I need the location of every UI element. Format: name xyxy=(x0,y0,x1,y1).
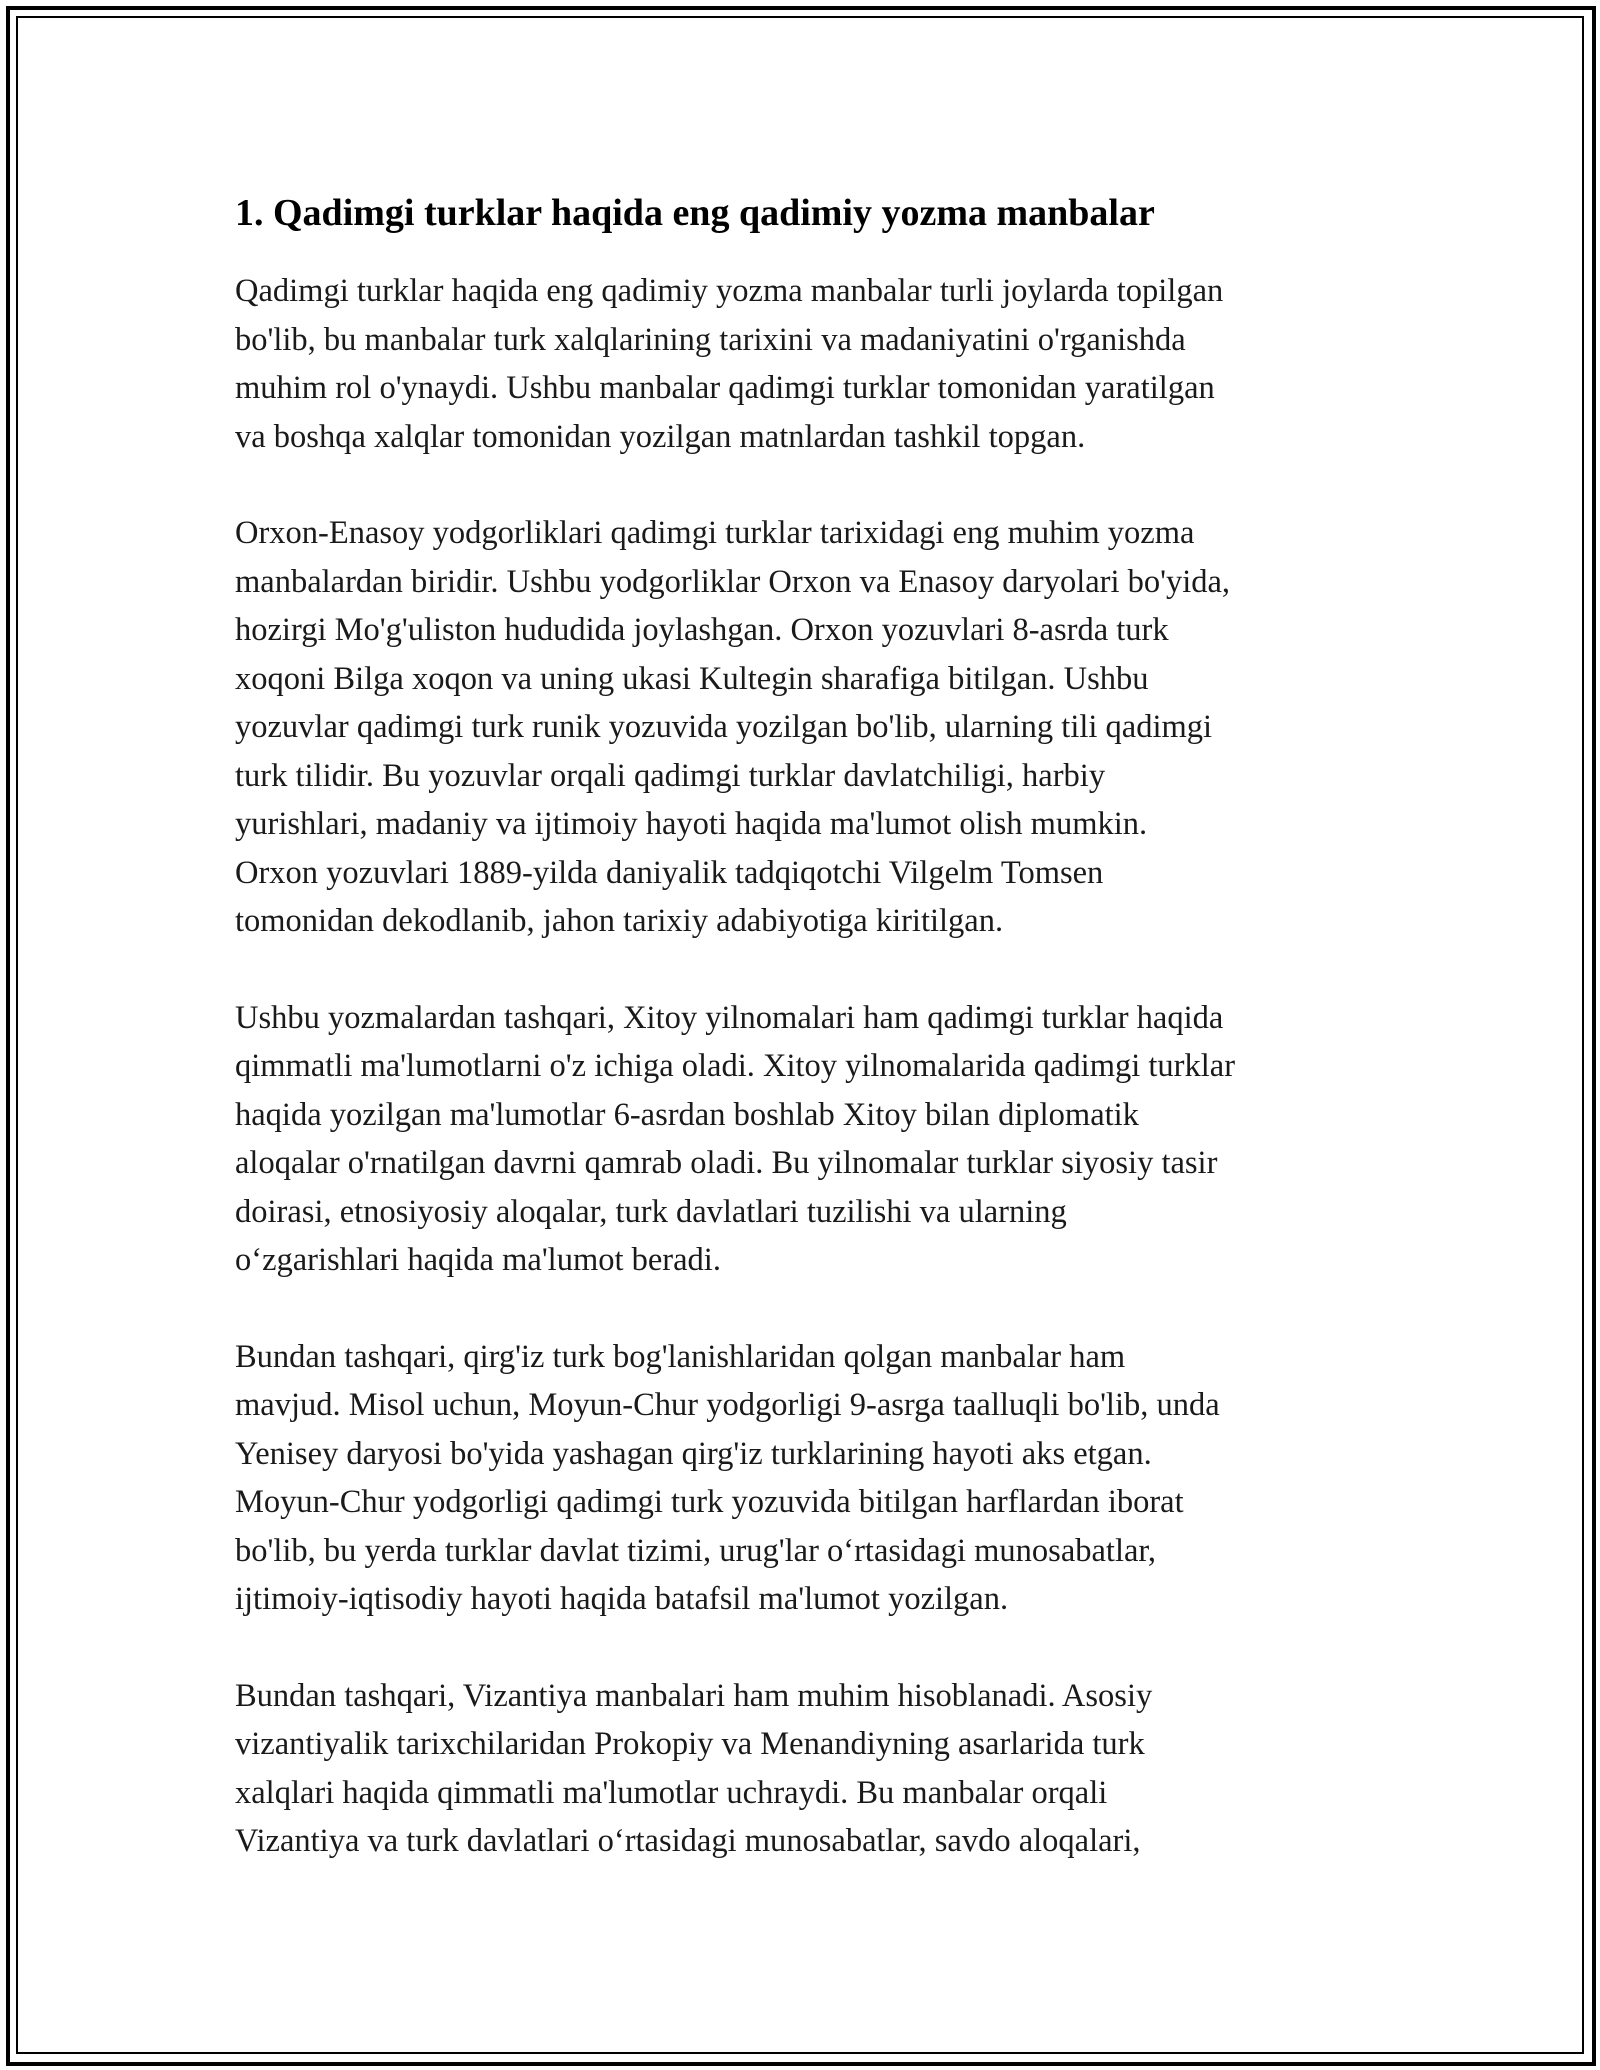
text-line: Moyun-Chur yodgorligi qadimgi turk yozuvida bitilgan harflardan iborat xyxy=(235,1484,1184,1520)
text-line: tomonidan dekodlanib, jahon tarixiy adabiyotiga kiritilgan. xyxy=(235,903,1004,939)
text-line: va boshqa xalqlar tomonidan yozilgan matnlardan tashkil topgan. xyxy=(235,418,1086,455)
text-line: o‘zgarishlari haqida ma'lumot beradi. xyxy=(235,1242,721,1278)
text-line: manbalardan biridir. Ushbu yodgorliklar Orxon va Enasoy daryolari bo'yida, xyxy=(235,563,1231,600)
text-line: Orxon-Enasoy yodgorliklari qadimgi turklar tarixidagi eng muhim yozma xyxy=(235,515,1195,551)
text-line: bo'lib, bu manbalar turk xalqlarining tarixini va madaniyatini o'rganishda xyxy=(235,321,1186,358)
paragraph-vizantiya xyxy=(235,1672,1375,1866)
text-line: muhim rol o'ynaydi. Ushbu manbalar qadimgi turklar tomonidan yaratilgan xyxy=(235,370,1215,406)
text-line: turk tilidir. Bu yozuvlar orqali qadimgi turklar davlatchiligi, harbiy xyxy=(235,757,1106,794)
text-line: xalqlari haqida qimmatli ma'lumotlar uchraydi. Bu manbalar orqali xyxy=(235,1774,1108,1811)
text-line: Orxon yozuvlari 1889-yilda daniyalik tadqiqotchi Vilgelm Tomsen xyxy=(235,854,1104,891)
text-line: Vizantiya va turk davlatlari o‘rtasidagi munosabatlar, savdo aloqalari, xyxy=(235,1823,1141,1859)
text-line: ijtimoiy-iqtisodiy hayoti haqida batafsil ma'lumot yozilgan. xyxy=(235,1581,1009,1617)
section-heading: 1. Qadimgi turklar haqida eng qadimiy yozma manbalar xyxy=(235,192,1155,234)
document-body xyxy=(235,188,1375,1914)
text-line: doirasi, etnosiyosiy aloqalar, turk davlatlari tuzilishi va ularning xyxy=(235,1193,1067,1230)
text-line: haqida yozilgan ma'lumotlar 6-asrdan boshlab Xitoy bilan diplomatik xyxy=(235,1096,1139,1133)
text-line: vizantiyalik tarixchilaridan Prokopiy va Menandiyning asarlarida turk xyxy=(235,1726,1145,1762)
text-line: Ushbu yozmalardan tashqari, Xitoy yilnomalari ham qadimgi turklar haqida xyxy=(235,999,1224,1036)
text-line: Bundan tashqari, Vizantiya manbalari ham muhim hisoblanadi. Asosiy xyxy=(235,1677,1153,1714)
paragraph-orxon-enasoy xyxy=(235,509,1375,946)
text-line: Yenisey daryosi bo'yida yashagan qirg'iz turklarining hayoti aks etgan. xyxy=(235,1435,1152,1472)
text-line: qimmatli ma'lumotlarni o'z ichiga oladi. Xitoy yilnomalarida qadimgi turklar xyxy=(235,1048,1236,1084)
text-line: xoqoni Bilga xoqon va uning ukasi Kultegin sharafiga bitilgan. Ushbu xyxy=(235,660,1149,697)
paragraph-intro xyxy=(235,267,1375,461)
text-line: yurishlari, madaniy va ijtimoiy hayoti haqida ma'lumot olish mumkin. xyxy=(235,806,1148,842)
paragraph-moyun-chur xyxy=(235,1333,1375,1624)
text-line: Qadimgi turklar haqida eng qadimiy yozma manbalar turli joylarda topilgan xyxy=(235,273,1224,309)
text-line: bo'lib, bu yerda turklar davlat tizimi, urug'lar o‘rtasidagi munosabatlar, xyxy=(235,1532,1157,1569)
text-line: mavjud. Misol uchun, Moyun-Chur yodgorligi 9-asrga taalluqli bo'lib, unda xyxy=(235,1387,1220,1423)
text-line: aloqalar o'rnatilgan davrni qamrab oladi. Bu yilnomalar turklar siyosiy tasir xyxy=(235,1145,1218,1181)
paragraph-xitoy-yilnomalari xyxy=(235,994,1375,1285)
text-line: hozirgi Mo'g'uliston hududida joylashgan. Orxon yozuvlari 8-asrda turk xyxy=(235,612,1169,648)
text-line: yozuvlar qadimgi turk runik yozuvida yozilgan bo'lib, ularning tili qadimgi xyxy=(235,709,1213,745)
text-line: Bundan tashqari, qirg'iz turk bog'lanishlaridan qolgan manbalar ham xyxy=(235,1338,1126,1375)
